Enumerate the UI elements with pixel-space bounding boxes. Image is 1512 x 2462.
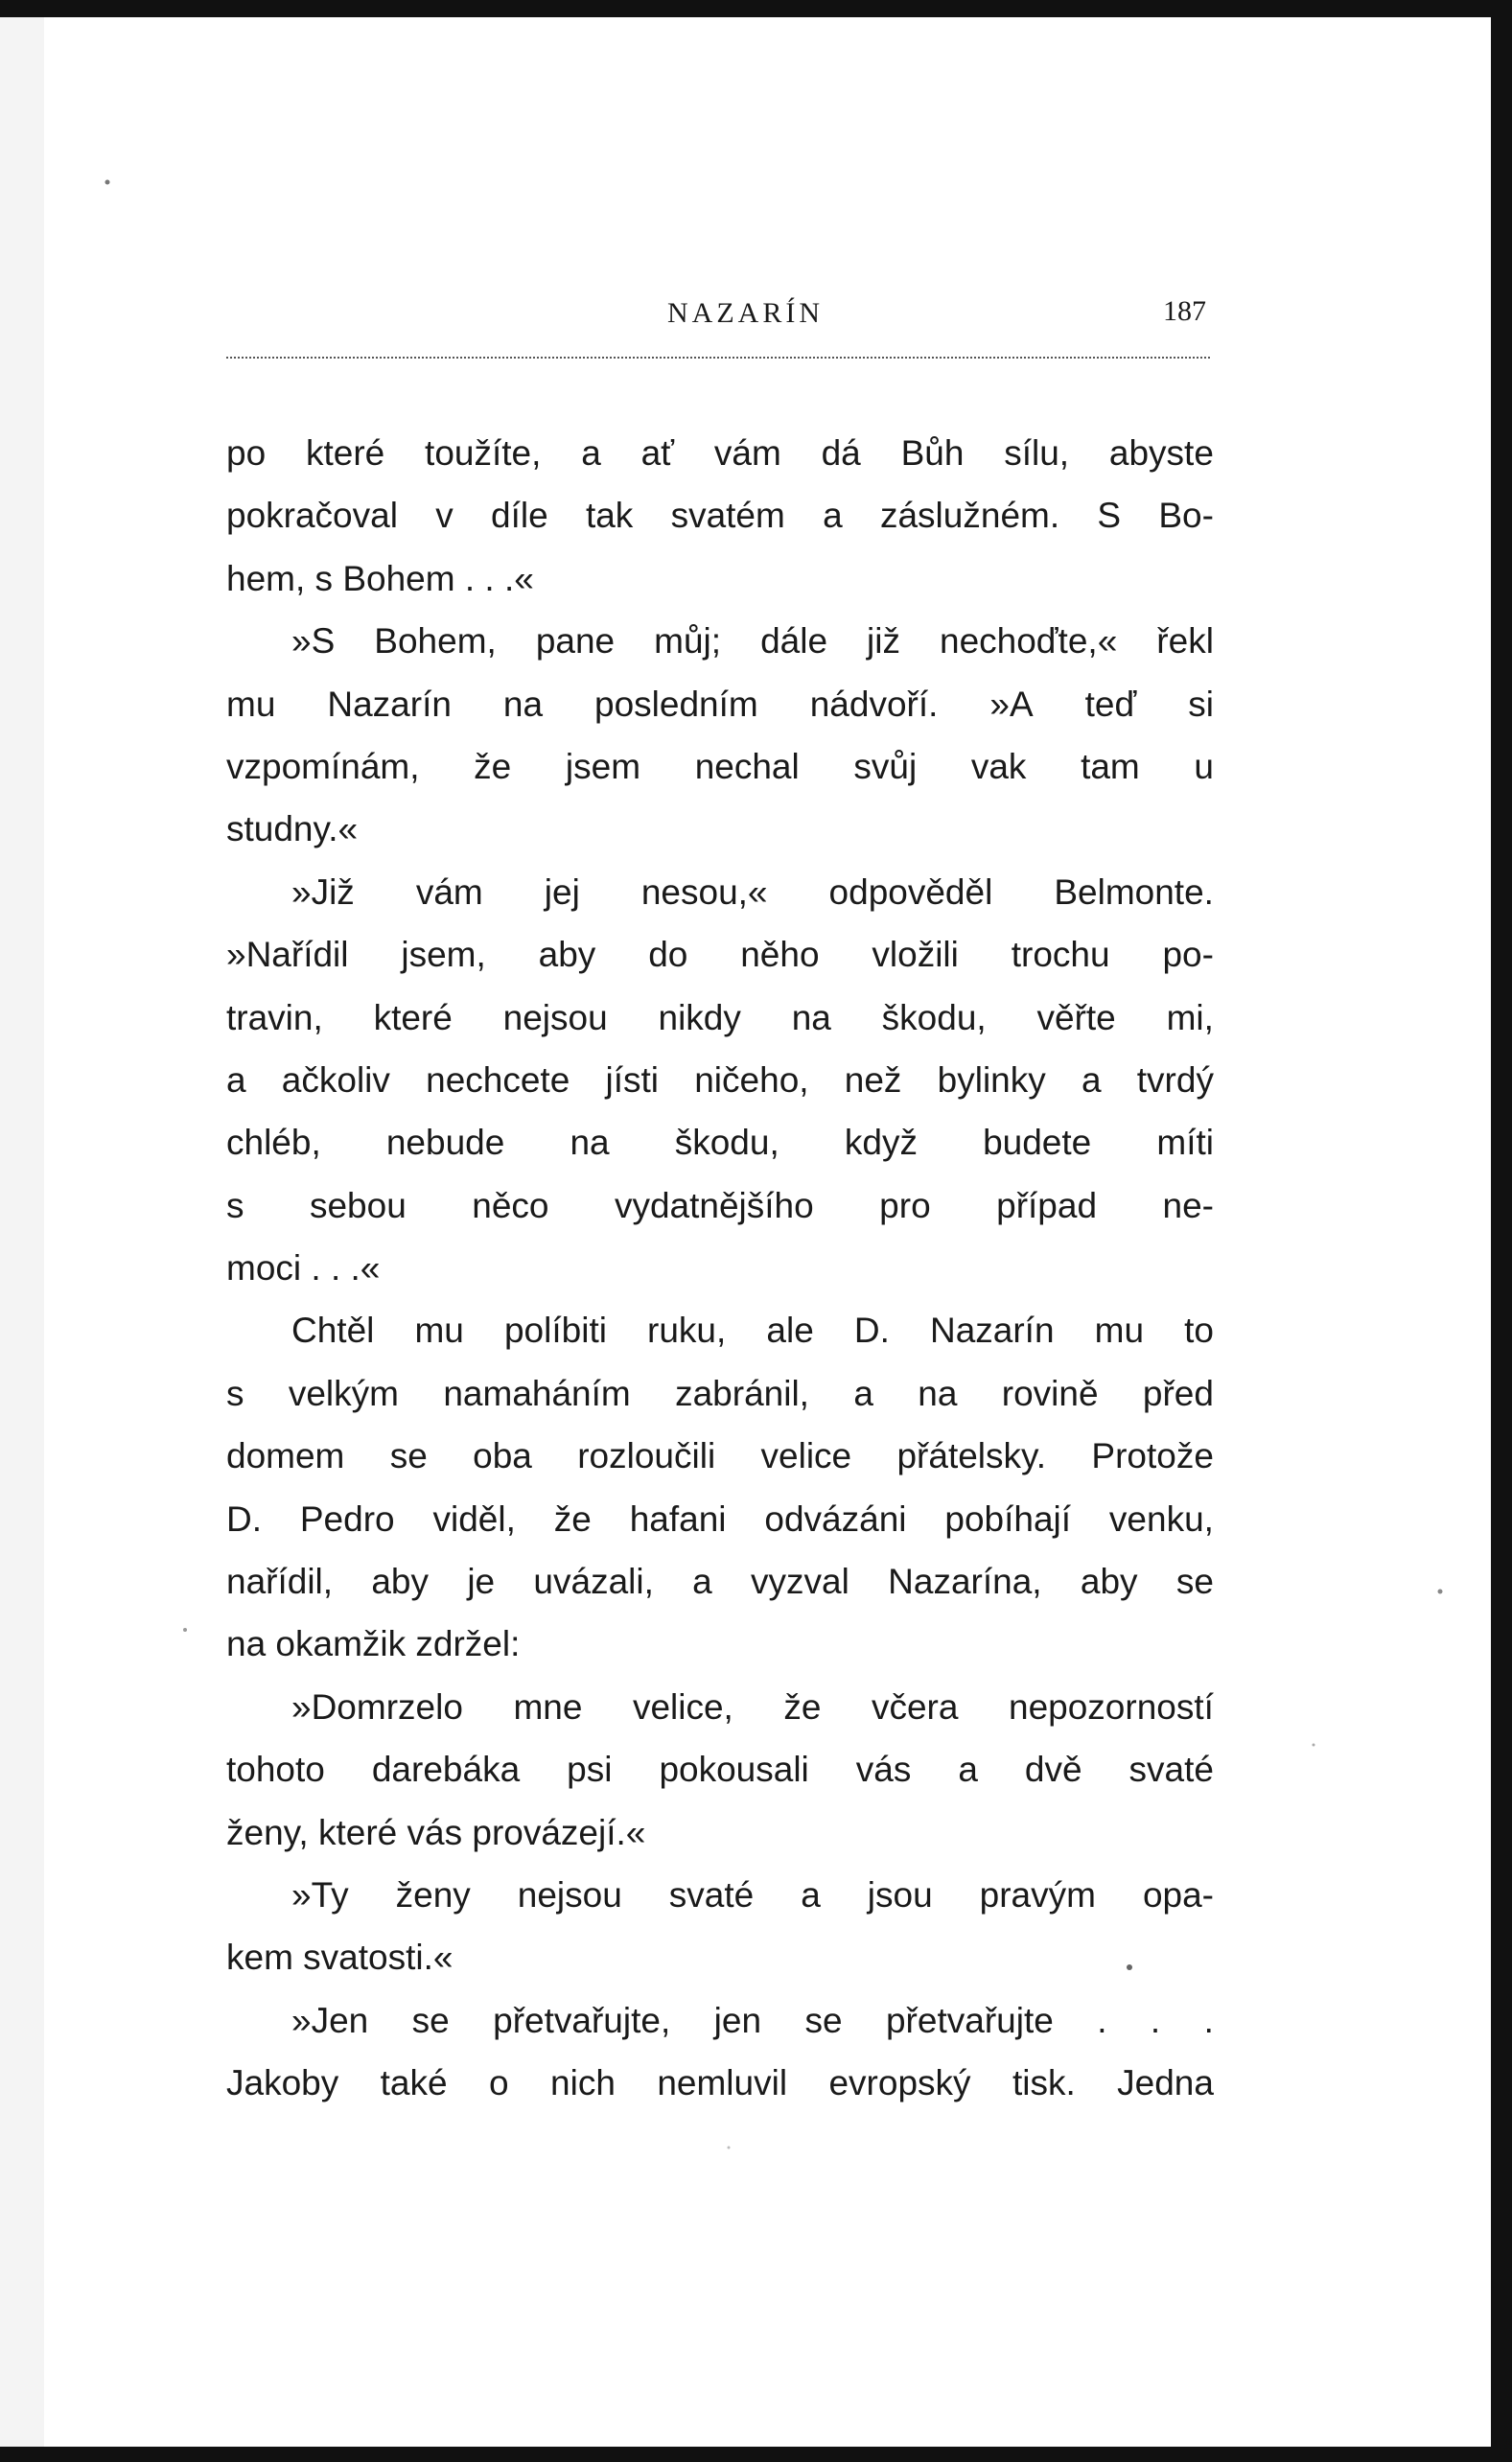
word: nádvoří. bbox=[809, 684, 939, 724]
word: také bbox=[380, 2063, 448, 2103]
word: Belmonte. bbox=[1054, 871, 1214, 912]
word: oba bbox=[473, 1436, 532, 1476]
text-line bbox=[226, 1425, 1214, 1487]
text-line bbox=[226, 1488, 1214, 1550]
word: toužíte, bbox=[425, 433, 542, 473]
word: odpověděl bbox=[828, 871, 993, 912]
word: nechcete bbox=[426, 1059, 570, 1100]
word: a bbox=[226, 1059, 246, 1100]
word: »Již bbox=[291, 871, 355, 912]
text-line bbox=[226, 484, 1214, 546]
text-line bbox=[226, 422, 1214, 484]
text-line bbox=[226, 1362, 1214, 1425]
word: vydatnějšího bbox=[614, 1185, 814, 1225]
word: svatém bbox=[670, 496, 785, 536]
word: teď bbox=[1084, 684, 1137, 724]
word: mu bbox=[226, 684, 276, 724]
word: ale bbox=[766, 1311, 814, 1351]
header-rule bbox=[226, 357, 1210, 359]
word: svůj bbox=[853, 746, 918, 786]
word: venku, bbox=[1108, 1498, 1214, 1539]
word: můj; bbox=[654, 621, 722, 662]
word: nejsou bbox=[517, 1874, 622, 1915]
word: vás bbox=[855, 1750, 912, 1790]
word: které bbox=[305, 433, 385, 473]
word: a bbox=[1081, 1059, 1102, 1100]
word: vám bbox=[713, 433, 781, 473]
word: přetvařujte, bbox=[493, 2000, 671, 2040]
word: s bbox=[226, 1373, 244, 1413]
word: sílu, bbox=[1004, 433, 1070, 473]
word: tak bbox=[585, 496, 634, 536]
word: něco bbox=[472, 1185, 549, 1225]
word: Jedna bbox=[1117, 2063, 1214, 2103]
word: mu bbox=[1094, 1311, 1145, 1351]
word: jísti bbox=[605, 1059, 660, 1100]
word: evropský bbox=[828, 2063, 971, 2103]
word: hafani bbox=[629, 1498, 727, 1539]
word: nepozorností bbox=[1009, 1686, 1214, 1727]
word: řekl bbox=[1156, 621, 1214, 662]
word: se bbox=[411, 2000, 450, 2040]
word: nikdy bbox=[658, 997, 741, 1037]
word: »Nařídil bbox=[226, 935, 349, 975]
word: opa- bbox=[1142, 1874, 1214, 1915]
word: svaté bbox=[1128, 1750, 1214, 1790]
word: nařídil, bbox=[226, 1562, 334, 1602]
text-line bbox=[226, 1174, 1214, 1237]
word: nejsou bbox=[502, 997, 608, 1037]
word: a bbox=[823, 496, 843, 536]
scan-edge-top bbox=[0, 0, 1512, 17]
word: na bbox=[502, 684, 544, 724]
word: trochu bbox=[1011, 935, 1110, 975]
text-line: hem, s Bohem . . .« bbox=[226, 558, 534, 598]
word: přátelsky. bbox=[896, 1436, 1047, 1476]
word: tam bbox=[1081, 746, 1140, 786]
text-line bbox=[226, 610, 1214, 672]
running-title: NAZARÍN bbox=[667, 297, 824, 329]
word: ničeho, bbox=[694, 1059, 809, 1100]
word: jsou bbox=[867, 1874, 933, 1915]
word: míti bbox=[1156, 1123, 1214, 1163]
word: mne bbox=[513, 1686, 583, 1727]
word: nich bbox=[550, 2063, 616, 2103]
word: Bo- bbox=[1158, 496, 1214, 536]
word: vyzval bbox=[751, 1562, 849, 1602]
text-line bbox=[226, 2052, 1214, 2114]
word: vám bbox=[415, 871, 483, 912]
word: s bbox=[226, 1185, 244, 1225]
text-line: kem svatosti.« bbox=[226, 1938, 454, 1978]
word: vak bbox=[970, 746, 1027, 786]
word: přetvařujte bbox=[885, 2000, 1054, 2040]
word: tvrdý bbox=[1136, 1059, 1214, 1100]
word: na bbox=[791, 997, 831, 1037]
word: si bbox=[1188, 684, 1214, 724]
word: že bbox=[474, 746, 512, 786]
word: nechal bbox=[694, 746, 800, 786]
word: díle bbox=[491, 496, 548, 536]
word: políbiti bbox=[503, 1311, 607, 1351]
word: do bbox=[648, 935, 688, 975]
word: po bbox=[226, 433, 267, 473]
word: o bbox=[489, 2063, 509, 2103]
word: odvázáni bbox=[764, 1498, 907, 1539]
word: a bbox=[801, 1874, 821, 1915]
word: v bbox=[435, 496, 454, 536]
text-line bbox=[226, 1989, 1214, 2052]
word: Chtěl bbox=[291, 1311, 375, 1351]
word: Jakoby bbox=[226, 2063, 339, 2103]
word: pro bbox=[879, 1185, 931, 1225]
word: velkým bbox=[288, 1373, 399, 1413]
word: na bbox=[918, 1373, 958, 1413]
word: na bbox=[570, 1123, 610, 1163]
word: pobíhají bbox=[944, 1498, 1072, 1539]
word: u bbox=[1194, 746, 1214, 786]
word: chléb, bbox=[226, 1123, 321, 1163]
text-line bbox=[226, 1550, 1214, 1613]
word: abyste bbox=[1108, 433, 1214, 473]
word: tohoto bbox=[226, 1750, 325, 1790]
word: pokousali bbox=[659, 1750, 809, 1790]
word: nebude bbox=[385, 1123, 505, 1163]
word: vložili bbox=[872, 935, 959, 975]
word: pravým bbox=[979, 1874, 1096, 1915]
text-line: studny.« bbox=[226, 809, 359, 849]
word: nechoďte,« bbox=[940, 621, 1118, 662]
word: velice, bbox=[632, 1686, 733, 1727]
text-line bbox=[226, 735, 1214, 798]
word: že bbox=[553, 1498, 592, 1539]
word: D. bbox=[226, 1498, 262, 1539]
word: ne- bbox=[1162, 1185, 1214, 1225]
text-line bbox=[226, 1676, 1214, 1738]
word: jsem, bbox=[401, 935, 486, 975]
word: nemluvil bbox=[657, 2063, 788, 2103]
word: ačkoliv bbox=[281, 1059, 390, 1100]
word: budete bbox=[983, 1123, 1092, 1163]
body-text bbox=[226, 422, 1214, 2115]
word: . bbox=[1097, 2000, 1107, 2040]
word: jsem bbox=[565, 746, 641, 786]
word: Nazarín bbox=[929, 1311, 1055, 1351]
word: ženy bbox=[395, 1874, 471, 1915]
text-line bbox=[226, 673, 1214, 735]
word: nesou,« bbox=[640, 871, 768, 912]
word: Bůh bbox=[900, 433, 965, 473]
word: dá bbox=[821, 433, 861, 473]
word: před bbox=[1142, 1373, 1214, 1413]
word: rovině bbox=[1001, 1373, 1099, 1413]
text-line bbox=[226, 1299, 1214, 1361]
word: darebáka bbox=[371, 1750, 521, 1790]
word: S bbox=[1097, 496, 1122, 536]
word: »S bbox=[291, 621, 336, 662]
word: uvázali, bbox=[533, 1562, 654, 1602]
word: tisk. bbox=[1012, 2063, 1076, 2103]
word: Protože bbox=[1091, 1436, 1214, 1476]
word: Pedro bbox=[299, 1498, 395, 1539]
word: travin, bbox=[226, 997, 323, 1037]
word: se bbox=[1175, 1562, 1214, 1602]
word: že bbox=[783, 1686, 822, 1727]
running-head bbox=[44, 288, 1491, 345]
word: škodu, bbox=[674, 1123, 779, 1163]
word: případ bbox=[996, 1185, 1098, 1225]
word: něho bbox=[740, 935, 820, 975]
word: mu bbox=[414, 1311, 464, 1351]
word: a bbox=[853, 1373, 873, 1413]
word: mi, bbox=[1166, 997, 1214, 1037]
word: než bbox=[844, 1059, 902, 1100]
word: aby bbox=[1080, 1562, 1138, 1602]
word: pokračoval bbox=[226, 496, 398, 536]
word: bylinky bbox=[937, 1059, 1046, 1100]
word: Nazarín bbox=[327, 684, 452, 724]
word: vzpomínám, bbox=[226, 746, 420, 786]
word: jej bbox=[544, 871, 580, 912]
word: se bbox=[804, 2000, 843, 2040]
word: zabránil, bbox=[675, 1373, 809, 1413]
text-line bbox=[226, 987, 1214, 1049]
word: »A bbox=[989, 684, 1034, 724]
word: svaté bbox=[668, 1874, 755, 1915]
word: které bbox=[373, 997, 453, 1037]
word: po- bbox=[1162, 935, 1214, 975]
text-line: moci . . .« bbox=[226, 1248, 381, 1289]
word: a bbox=[692, 1562, 712, 1602]
word: a bbox=[958, 1750, 978, 1790]
word: je bbox=[467, 1562, 496, 1602]
word: viděl, bbox=[432, 1498, 516, 1539]
word: věřte bbox=[1036, 997, 1116, 1037]
text-line bbox=[226, 1111, 1214, 1173]
word: velice bbox=[760, 1436, 852, 1476]
text-line bbox=[226, 1864, 1214, 1926]
word: sebou bbox=[309, 1185, 407, 1225]
word: ruku, bbox=[647, 1311, 727, 1351]
word: domem bbox=[226, 1436, 345, 1476]
scan-edge-bottom bbox=[0, 2447, 1512, 2462]
word: aby bbox=[538, 935, 596, 975]
word: a bbox=[581, 433, 601, 473]
scan-edge-right bbox=[1491, 0, 1512, 2462]
word: pane bbox=[535, 621, 616, 662]
word: dvě bbox=[1024, 1750, 1082, 1790]
word: »Jen bbox=[291, 2000, 369, 2040]
word: . bbox=[1203, 2000, 1214, 2040]
text-line: na okamžik zdržel: bbox=[226, 1624, 521, 1664]
text-line bbox=[226, 861, 1214, 923]
word: D. bbox=[853, 1311, 890, 1351]
word: jen bbox=[713, 2000, 762, 2040]
word: aby bbox=[371, 1562, 430, 1602]
word: psi bbox=[567, 1750, 613, 1790]
word: Bohem, bbox=[374, 621, 497, 662]
word: to bbox=[1184, 1311, 1214, 1351]
word: když bbox=[844, 1123, 918, 1163]
word: dále bbox=[760, 621, 828, 662]
page-number: 187 bbox=[1163, 295, 1206, 327]
word: Nazarína, bbox=[888, 1562, 1042, 1602]
word: již bbox=[867, 621, 900, 662]
text-line: ženy, které vás provázejí.« bbox=[226, 1812, 646, 1852]
word: posledním bbox=[594, 684, 758, 724]
word: záslužném. bbox=[879, 496, 1060, 536]
page-gutter bbox=[0, 0, 46, 2462]
word: namaháním bbox=[443, 1373, 631, 1413]
text-line bbox=[226, 1049, 1214, 1111]
word: včera bbox=[871, 1686, 959, 1727]
word: »Ty bbox=[291, 1874, 349, 1915]
word: se bbox=[389, 1436, 428, 1476]
word: rozloučili bbox=[577, 1436, 716, 1476]
text-line bbox=[226, 923, 1214, 986]
word: ať bbox=[640, 433, 675, 473]
word: škodu, bbox=[881, 997, 987, 1037]
word: »Domrzelo bbox=[291, 1686, 463, 1727]
text-line bbox=[226, 1738, 1214, 1800]
word: . bbox=[1150, 2000, 1161, 2040]
